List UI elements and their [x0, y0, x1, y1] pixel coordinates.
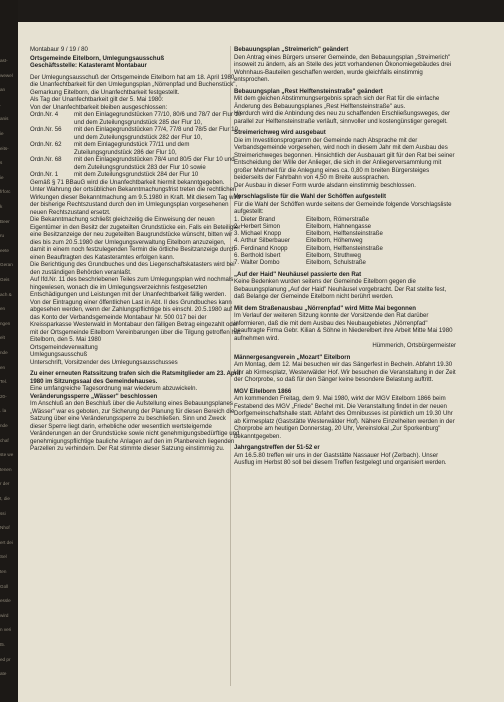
- gutter-fragment: tenen: [0, 466, 12, 472]
- signature-line-2: Umlegungsausschuß: [30, 351, 88, 358]
- parcel-label: Ordn.Nr. 56: [30, 126, 62, 133]
- nominee-address: Eitelborn, Römerstraße: [306, 215, 369, 223]
- gutter-fragment: Tel.: [0, 379, 8, 385]
- parcel-item: [30, 141, 242, 156]
- intro-paragraph: Der Umlegungsausschuß der Ortsgemeinde Eitelborn hat am 18. April 1980 die Unanfechtbarkeit für den Umlegungsplan „Nörrenpfad und Buchenstück", Gemarkung Eitelborn, die Unanfechtbarkeit festgestellt.: [30, 73, 238, 96]
- article-heading: Vorschlagsliste für die Wahl der Schöffen aufgestellt: [234, 193, 387, 200]
- article-heading: Bebauungsplan „Streimerich" geändert: [234, 46, 349, 53]
- gutter-fragment: Goll: [0, 583, 9, 589]
- org-heading: Ortsgemeinde Eitelborn, Umlegungsausschuß: [30, 54, 165, 62]
- article-text: Mit dem gleichen Abstimmungsergebnis sprach sich der Rat für die einfache Änderung des Bebauungsplanes „Rest Helftensteinstraße" aus.: [234, 95, 440, 110]
- gutter-fragment: anis: [0, 116, 9, 122]
- article-heading: Männergesangverein „Mozart" Eitelborn: [234, 353, 351, 361]
- parcel-text: mit den Einlagegrundstücken 77/4, 77/8 und 78/5 der Flur 10 und dem Zuteilungsgrundstück 282 der Flur 10,: [74, 126, 238, 141]
- gutter-fragment: frforc: [0, 189, 11, 195]
- article-text: Hierdurch wird die Anbindung des neu zu schaffenden Erschließungsweges, der parallel zur Helftensteinstraße verläuft, sinnvoller und kostengünstiger geregelt.: [234, 110, 451, 125]
- left-column: [30, 46, 242, 453]
- article-text: Im Anschluß an den Beschluß über die Aufstellung eines Bebauungsplanes „Wässer" war es geboten, zur Sicherung der Planung für diesen Bereich die Satzung über eine Veränderungssperre zu beschließen. Sinn und Zweck dieser Sperre liegt darin, erhebliche oder wesentlich wertsteigernde Veränderungen an der Grundstücke sowie nicht genehmigungsbedürftige und genehmigungspflichtige bauliche Anlagen auf den im Planbereich liegenden Parzellen zu verhindern. Der Rat stimmte dieser Satzung einstimmig zu.: [30, 400, 240, 452]
- gutter-fragment: . la: [0, 408, 7, 414]
- gutter-fragment: ie: [0, 131, 4, 136]
- nominee-address: Eitelborn, Helftensteinstraße: [306, 230, 383, 238]
- gutter-fragment: Geis: [0, 277, 10, 282]
- parcel-item: [30, 111, 242, 126]
- adjacent-page-strip: [0, 0, 18, 702]
- gutter-fragment: ngen: [0, 320, 11, 326]
- table-row: [234, 245, 383, 252]
- nominee-table: [234, 216, 383, 267]
- article-heading: Mit dem Straßenausbau „Nörrenpfad" wird Mitte Mai begonnen: [234, 304, 416, 312]
- gutter-fragment: Beer: [0, 218, 10, 224]
- nominee-name: 5. Ferdinand Knopp: [234, 244, 288, 252]
- parcel-text: mit dem Zuteilungsgrundstück 284 der Flur 10: [74, 171, 199, 178]
- gutter-fragment: en: [0, 364, 6, 370]
- gutter-fragment: Sel: [0, 554, 7, 560]
- article-text: Der Ausbau in dieser Form wurde alsdann einstimmig beschlossen.: [234, 181, 416, 189]
- payment-paragraph: Von der Eintragung einer öffentlichen Last in Abt. II des Grundbuches kann abgesehen werden, wenn der Zahlungspflichtige bis einschl. 20.5.1980 auf das Konto der Verbandsgemeinde Montabaur Nr. 500 017 bei der Kreissparkasse Westerwald in Montabaur den fälligen Betrag eingezahlt oder mit der Ortsgemeinde Eitelborn Vereinbarungen über die Tilgung getroffen hat.: [30, 298, 242, 336]
- gutter-fragment: ast-: [0, 58, 8, 63]
- article-signature: Hümmerich, Ortsbürgermeister: [372, 342, 456, 350]
- article-heading: MGV Eitelborn 1866: [234, 387, 292, 395]
- nominee-address: Eitelborn, Struthweg: [306, 251, 361, 259]
- table-row: [234, 252, 383, 259]
- nominee-name: 3. Michael Knopp: [234, 230, 282, 238]
- parcel-text: mit dem Einlagegrundstück 77/11 und dem Zuteilungsgrundstück 286 der Flur 10,: [74, 141, 190, 156]
- gutter-fragment: en: [0, 306, 6, 312]
- parcel-item: [30, 156, 242, 171]
- nominee-name: 7. Walter Dombo: [234, 259, 280, 267]
- gutter-fragment: 20-: [0, 393, 7, 399]
- legal-effect-paragraph: Unter Wahrung der ortsüblichen Bekanntmachungsfrist treten die rechtlichen Wirkungen dieser Bekanntmachung am 9.5.1980 in Kraft. Mit diesem Tag wird der bisherige Rechtszustand durch den im Umlegungsplan vorgesehenen neuen Rechtszustand ersetzt.: [30, 186, 241, 216]
- gutter-fragment: essle: [0, 598, 11, 604]
- parcel-item: [30, 171, 242, 179]
- gutter-fragment: chaf: [0, 437, 9, 443]
- gutter-fragment: eits-: [0, 145, 9, 151]
- article-text: Für die Wahl der Schöffen wurde seitens der Gemeinde folgende Vorschlagsliste aufgestellt:: [234, 200, 452, 215]
- gutter-fragment: Geran: [0, 262, 13, 268]
- parcel-label: Ordn.Nr. 62: [30, 141, 62, 148]
- parcel-label: Ordn.Nr. 1: [30, 171, 59, 178]
- nominee-name: 2. Herbert Simon: [234, 222, 281, 230]
- article-heading: Bebauungsplan „Rest Helftensteinstraße" geändert: [234, 87, 383, 95]
- gutter-fragment: ert dei: [0, 539, 13, 545]
- gutter-fragment: an: [0, 87, 6, 93]
- right-column: [234, 46, 456, 471]
- gutter-fragment: .: [0, 101, 2, 107]
- article-text: Den Antrag eines Bürgers unserer Gemeinde, den Bebauungsplan „Streimerich" insoweit zu ändern, als an Stelle des jetzt vorhandenen Ökonomiegebäudes drei Wohnhaus-Bauteilen geschaffen werden, wurde gleichfalls einstimmig entsprochen.: [234, 53, 452, 83]
- gutter-fragment: ed pr: [0, 656, 11, 662]
- article-text: Am 16.5.80 treffen wir uns in der Gaststätte Nassauer Hof (Zerbach). Unser Ausflug im Herbst 80 soll bei diesem Treffen festgelegt und organisiert werden.: [234, 451, 447, 467]
- parcel-list: [30, 111, 242, 179]
- nominee-name: 1. Dieter Brand: [234, 215, 275, 223]
- article-heading: Streimerichweg wird ausgebaut: [234, 129, 326, 136]
- signature-line-1: Ortsgemeindeverwaltung: [30, 343, 98, 351]
- parcel-item: [30, 126, 242, 141]
- gutter-fragment: ssi: [0, 510, 6, 516]
- article-text: Im Verlauf der weiteren Sitzung konnte der Vorsitzende den Rat darüber informieren, daß die mit dem Ausbau des Neubaugebietes „Nörrenpfad" beauftragte Firma Gebr. Kilian & Söhne in Niederelbert ihre Arbeit Mitte Mai 1980 aufnehmen wird.: [234, 312, 453, 342]
- gutter-fragment: ten: [0, 569, 7, 574]
- gutter-fragment: t, die: [0, 496, 10, 501]
- table-row: [234, 223, 383, 230]
- article-text: Keine Bedenken wurden seitens der Gemeinde Eitelborn gegen die Bebauungsplanung „Auf der Haid" Neuhäusel vorgebracht. Der Rat stellte fest, daß Belange der Gemeinde Eitelborn nicht berührt werden.: [234, 278, 447, 301]
- nominee-address: Eitelborn, Höhenweg: [306, 237, 363, 245]
- parcel-label: Ordn.Nr. 68: [30, 156, 62, 163]
- gutter-fragment: ate: [0, 671, 7, 677]
- office-heading: Geschäftsstelle: Katasteramt Montabaur: [30, 62, 147, 69]
- excluded-heading: Von der Unanfechtbarkeit bleiben ausgeschlossen:: [30, 103, 168, 111]
- nominee-address: Eitelborn, Helftensteinstraße: [306, 244, 383, 252]
- gutter-fragment: elt: [0, 335, 5, 341]
- table-row: [234, 259, 383, 266]
- gutter-fragment: k: [0, 204, 3, 209]
- gutter-fragment: ru: [0, 233, 5, 239]
- parcel-label: Ordn.Nr. 4: [30, 111, 59, 118]
- possession-paragraph: Die Bekanntmachung schließt gleichzeitig die Einweisung der neuen Eigentümer in den Besitz der zugeteilten Grundstücke ein. Falls ein Beteiligter eine Besitzanzeige der neu zugeteilten Baugrundstücke wünscht, bitten wir dies bis zum 20.5.1980 der Umlegungsverwaltung Eitelborn anzuzeigen, damit in einem noch festzulegenden Termin die örtliche Besitzanzeige durch einen Beauftragten des Katasteramtes erfolgen kann.: [30, 216, 241, 261]
- article-text: Am kommenden Freitag, dem 9. Mai 1980, wirkt der MGV Eitelborn 1866 beim Festabend des MGV „Friede" Bechel mit. Die Veranstaltung findet in der neuen Dorfgemeinschaftshalle statt. Abfahrt des Omnibusses ist pünktlich um 19.30 Uhr ab Kirmesplatz (Gaststätte Westerwälder Hof). Nähere Einzelheiten werden in der Chorprobe am heutigen Donnerstag, 20 Uhr, Vereinslokal „Zur Sporkenburg" bekanntgegeben.: [234, 395, 455, 440]
- gutter-fragment: Nhof: [0, 525, 10, 531]
- gutter-fragment: s: [0, 160, 3, 166]
- council-text: Eine umfangreiche Tagesordnung war wiederum abzuwickeln.: [30, 385, 198, 392]
- signature-line-3: Unterschrift, Vorsitzender des Umlegungsausschusses: [30, 358, 178, 366]
- nominee-address: Eitelborn, Hahnengasse: [306, 222, 372, 230]
- effective-date: Als Tag der Unanfechtbarkeit gilt der 5. Mai 1980:: [30, 96, 164, 103]
- signature-block: [30, 336, 242, 366]
- gutter-fragment: nde: [0, 350, 8, 355]
- article-heading: „Auf der Haid" Neuhäusel passierte den Rat: [234, 270, 362, 278]
- nominee-name: 6. Berthold Isbert: [234, 251, 281, 259]
- table-row: [234, 230, 383, 237]
- nominee-name: 4. Arthur Silberbauer: [234, 237, 290, 245]
- announcement-paragraph: Gemäß § 71 BBauG wird die Unanfechtbarkeit hiermit bekanntgegeben.: [30, 178, 225, 186]
- gutter-fragment: wewel: [0, 72, 13, 78]
- issue-meta: Montabaur 9 / 19 / 80: [30, 46, 88, 53]
- article-text: Die im Investitionsprogramm der Gemeinde nach Absprache mit der Verbandsgemeinde vorgesehen, wird noch in diesem Jahr mit dem Ausbau des Streimerichweges begonnen. Hinsichtlich der Ausbauart gilt für den Rat bei seiner Entscheidung der Wille der Anlieger, die sich in der Anliegerversammlung mit großer Mehrheit für die Anlegung eines ca. 0,80 m breiten Bürgersteiges beiderseits der Fahrbahn von 4,50 m Breite aussprachen.: [234, 136, 455, 181]
- registry-paragraph: Die Berichtigung des Grundbuches und des Liegenschaftskatasters wird bei den zuständigen Behörden veranlaßt.: [30, 261, 235, 276]
- gutter-fragment: ach &: [0, 291, 12, 297]
- article-text: Am Montag, dem 12. Mai besuchen wir das Sängerfest in Becheln. Abfahrt 19.30 Uhr ab Kirmesplatz, Westerwälder Hof. Wir besuchen die Veranstaltung in der Zeit der Chorprobe, so daß für den Sänger keine besondere Belastung auftritt.: [234, 361, 456, 384]
- newspaper-page: [18, 22, 504, 702]
- signature-date: Eitelborn, den 5. Mai 1980: [30, 336, 102, 343]
- table-row: [234, 237, 383, 244]
- council-heading: Zu einer erneuten Ratssitzung trafen sich die Ratsmitglieder am 23. April 1980 im Sitzungssaal des Gemeindehauses.: [30, 370, 241, 385]
- gutter-fragment: nde: [0, 423, 8, 428]
- compensation-paragraph: Auf Ifd.Nr. 11 des beschriebenen Teiles zum Umlegungsplan wird nochmals hingewiesen, wonach die im Umlegungsverzeichnis festgesetzten Entschädigungen und Leistungen mit der Unanfechtbarkeit fällig werden.: [30, 276, 234, 298]
- gutter-fragment: eete: [0, 247, 9, 253]
- article-heading: Veränderungssperre „Wässer" beschlossen: [30, 392, 158, 400]
- gutter-fragment: ste we: [0, 452, 14, 458]
- table-row: [234, 216, 383, 223]
- nominee-address: Eitelborn, Schulstraße: [306, 259, 366, 267]
- gutter-fragment: r der: [0, 481, 10, 487]
- parcel-text: mit den Einlagegrundstücken 77/10, 80/6 und 78/7 der Flur 10 und dem Zuteilungsgrundstück 285 der Flur 10,: [74, 111, 242, 126]
- gutter-fragment: t5.: [0, 642, 6, 647]
- article-heading: Jahrgangstreffen der 51-52 er: [234, 444, 320, 452]
- gutter-fragment: ie: [0, 174, 4, 180]
- gutter-fragment: n veri: [0, 627, 12, 633]
- gutter-fragment: wird: [0, 612, 9, 618]
- parcel-text: mit den Einlagegrundstücken 78/4 und 80/5 der Flur 10 und dem Zuteilungsgrundstück 283 der Flur 10 sowie: [74, 156, 235, 171]
